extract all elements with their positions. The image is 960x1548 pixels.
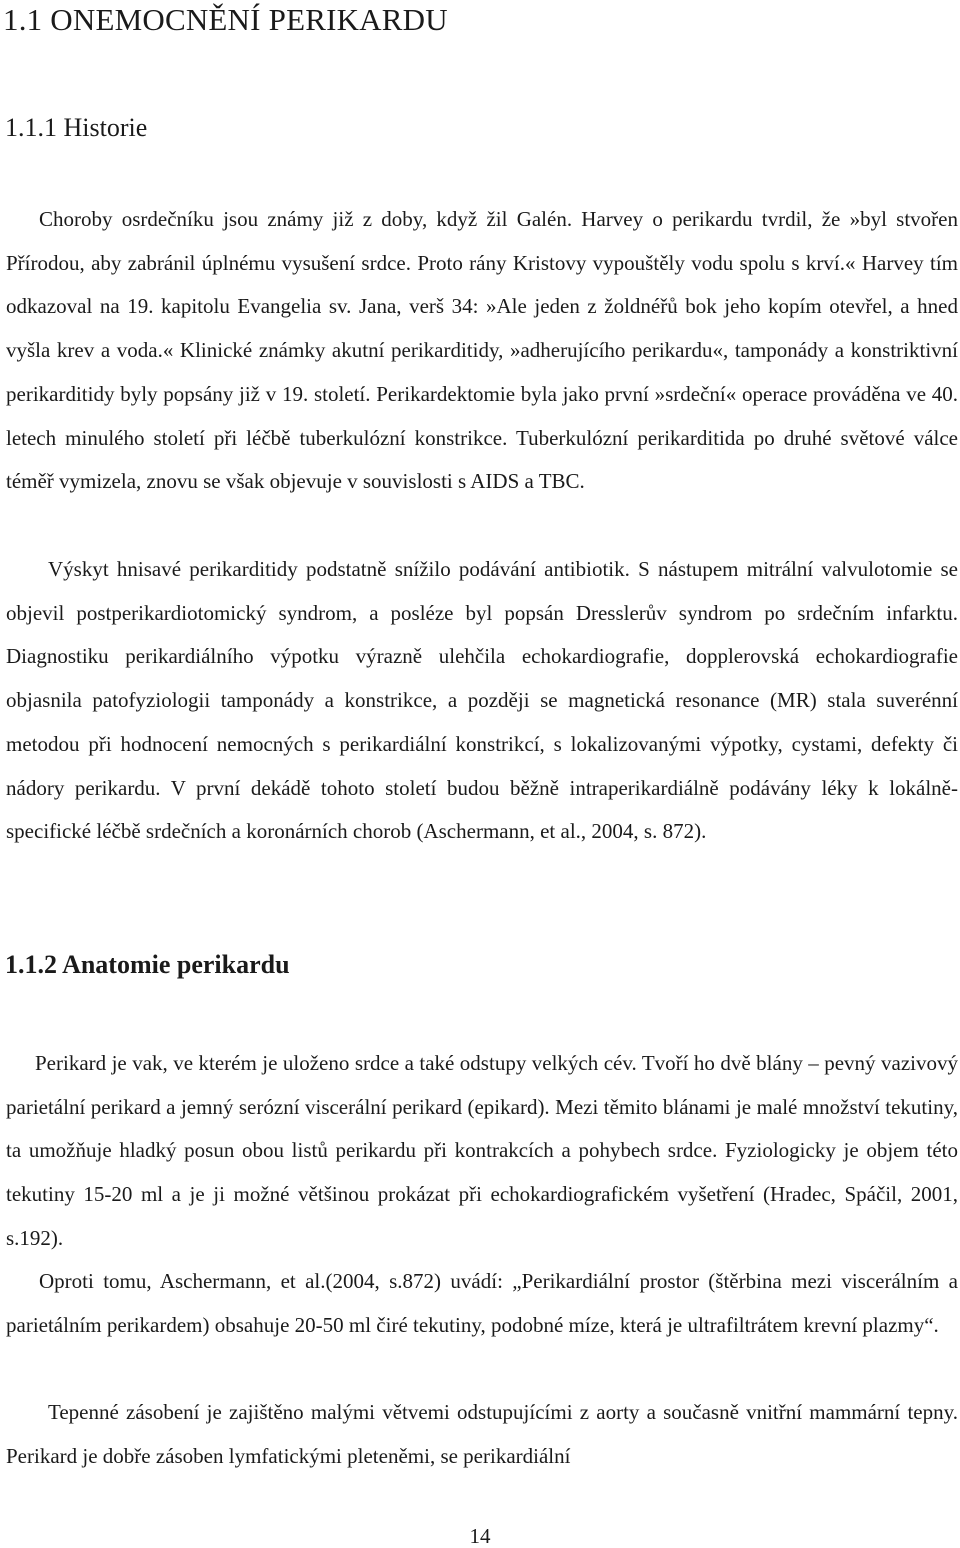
paragraph-anatomie-2: Oproti tomu, Aschermann, et al.(2004, s.872) uvádí: „Perikardiální prostor (štěrbina mezi viscerálním a parietálním perikardem) obsahuje 20-50 ml čiré tekutiny, podobné míze, která je ultrafiltrátem krevní plazmy“. bbox=[6, 1269, 958, 1337]
paragraph-historie-2: Výskyt hnisavé perikarditidy podstatně snížilo podávání antibiotik. S nástupem mitrální valvulotomie se objevil postperikardiotomický syndrom, a posléze byl popsán Dresslerův syndrom po srdečním infarktu. Diagnostiku perikardiálního výpotku výrazně ulehčila echokardiografie, dopplerovská echokardiografie objasnila patofyziologii tamponády a konstrikce, a později se magnetická resonance (MR) stala suverénní metodou při hodnocení nemocných s perikardiální konstrikcí, s lokalizovanými výpotky, cystami, defekty či nádory perikardu. V první dekádě tohoto století budou běžně intraperikardiálně podávány léky k lokálně-specifické léčbě srdečních a koronárních chorob (Aschermann, et al., 2004, s. 872). bbox=[6, 557, 958, 844]
section-heading-anatomie: 1.1.2 Anatomie perikardu bbox=[5, 950, 290, 979]
chapter-heading: 1.1 ONEMOCNĚNÍ PERIKARDU bbox=[3, 2, 448, 37]
paragraph-historie-1: Choroby osrdečníku jsou známy již z doby, když žil Galén. Harvey o perikardu tvrdil, že »byl stvořen Přírodou, aby zabránil úplnému vysušení srdce. Proto rány Kristovy vypouštěly vodu spolu s krví.« Harvey tím odkazoval na 19. kapitolu Evangelia sv. Jana, verš 34: »Ale jeden z žoldnéřů bok jeho kopím otevřel, a hned vyšla krev a voda.« Klinické známky akutní perikarditidy, »adherujícího perikardu«, tamponády a konstriktivní perikarditidy byly popsány již v 19. století. Perikardektomie byla jako první »srdeční« operace prováděna ve 40. letech minulého století při léčbě tuberkulózní konstrikce. Tuberkulózní perikarditida po druhé světové válce téměř vymizela, znovu se však objevuje v souvislosti s AIDS a TBC. bbox=[6, 207, 958, 494]
section-heading-historie: 1.1.1 Historie bbox=[5, 113, 148, 142]
paragraph-anatomie-1: Perikard je vak, ve kterém je uloženo srdce a také odstupy velkých cév. Tvoří ho dvě blány – pevný vazivový parietální perikard a jemný serózní viscerální perikard (epikard). Mezi těmito blánami je malé množství tekutiny, ta umožňuje hladký posun obou listů perikardu při kontrakcích a pohybech srdce. Fyziologicky je objem této tekutiny 15-20 ml a je ji možné většinou prokázat při echokardiografickém vyšetření (Hradec, Spáčil, 2001, s.192). bbox=[6, 1051, 958, 1250]
page-number: 14 bbox=[469, 1524, 491, 1548]
paragraph-anatomie-3: Tepenné zásobení je zajištěno malými větvemi odstupujícími z aorty a současně vnitřní mammární tepny. Perikard je dobře zásoben lymfatickými pleteněmi, se perikardiální bbox=[6, 1400, 958, 1468]
